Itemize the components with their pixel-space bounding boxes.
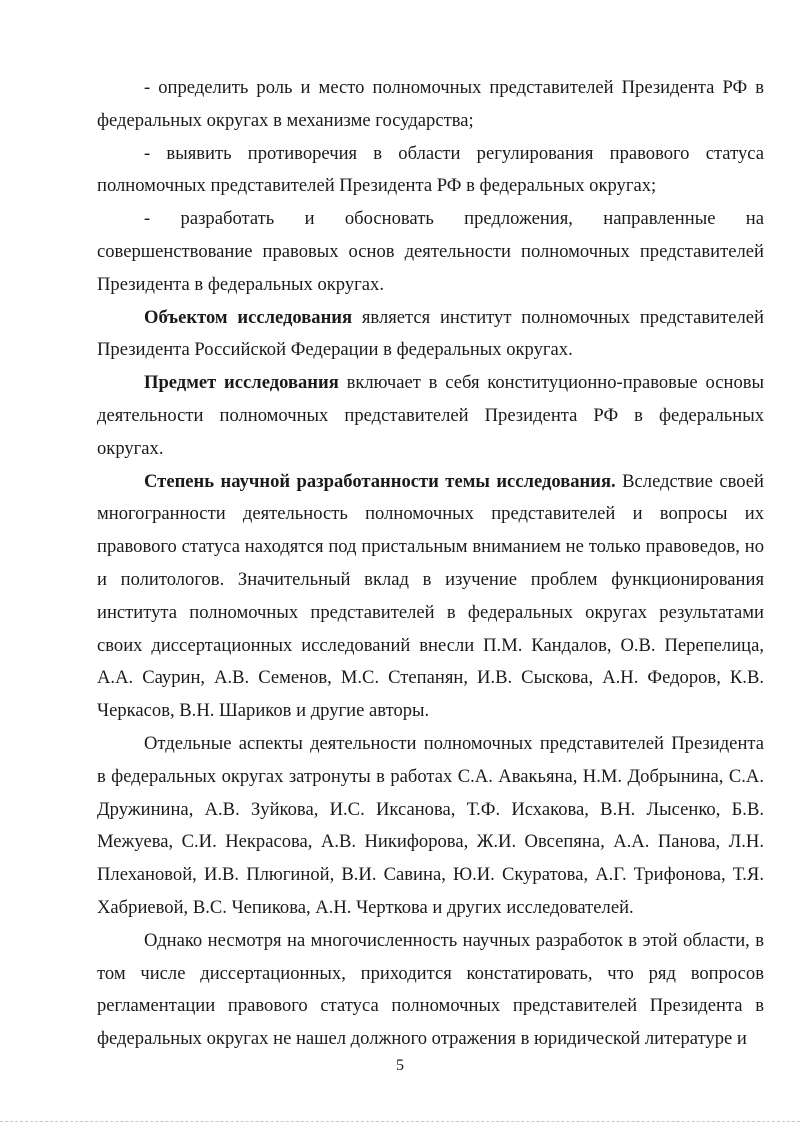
page-number: 5 xyxy=(396,1057,404,1074)
degree-of-study-heading: Степень научной разработанности темы исследования. xyxy=(144,470,616,492)
however-paragraph: Однако несмотря на многочисленность научных разработок в этой области, в том числе диссертационных, приходится констатировать, что ряд вопросов регламентации правового статуса полномочных представителей Президента в федеральных округах не нашел должного отражения в юридической литературе и xyxy=(97,929,764,1050)
research-object-paragraph: Объектом исследования является институт полномочных представителей Президента Российской Федерации в федеральных округах. xyxy=(97,306,764,361)
research-subject-paragraph: Предмет исследования включает в себя конституционно-правовые основы деятельности полномочных представителей Президента РФ в федеральных округах. xyxy=(97,372,765,459)
degree-of-study-paragraph: Степень научной разработанности темы исследования. Вследствие своей многогранности деятельность полномочных представителей и вопросы их правового статуса находятся под пристальным вниманием не только правоведов, но и политологов. Значительный вклад в изучение проблем функционирования института полномочных представителей в федеральных округах результатами своих диссертационных исследований внесли П.М. Кандалов, О.В. Перепелица, А.А. Саурин, А.В. Семенов, М.С. Степанян, И.В. Сыскова, А.Н. Федоров, К.В. Черкасов, В.Н. Шариков и другие авторы. xyxy=(97,470,764,722)
goal-item-contradictions: - выявить противоречия в области регулирования правового статуса полномочных представителей Президента РФ в федеральных округах; xyxy=(97,142,764,197)
goal-item-proposals: - разработать и обосновать предложения, направленные на совершенствование правовых основ деятельности полномочных представителей Президента в федеральных округах. xyxy=(97,208,764,295)
body-text xyxy=(97,72,764,1056)
separate-aspects-paragraph: Отдельные аспекты деятельности полномочных представителей Президента в федеральных округах затронуты в работах С.А. Авакьяна, Н.М. Добрынина, С.А. Дружинина, А.В. Зуйкова, И.С. Иксанова, Т.Ф. Исхакова, В.Н. Лысенко, Б.В. Межуева, С.И. Некрасова, А.В. Никифорова, Ж.И. Овсепяна, А.А. Панова, Л.Н. Плехановой, И.В. Плюгиной, В.И. Савина, Ю.И. Скуратова, А.Г. Трифонова, Т.Я. Хабриевой, В.С. Чепикова, А.Н. Черткова и других исследователей. xyxy=(97,732,764,918)
page-bottom-rule xyxy=(0,1121,800,1122)
goal-item-role: - определить роль и место полномочных представителей Президента РФ в федеральных округах в механизме государства; xyxy=(97,77,764,131)
research-subject-heading: Предмет исследования xyxy=(144,372,339,394)
research-object-heading: Объектом исследования xyxy=(144,306,353,328)
